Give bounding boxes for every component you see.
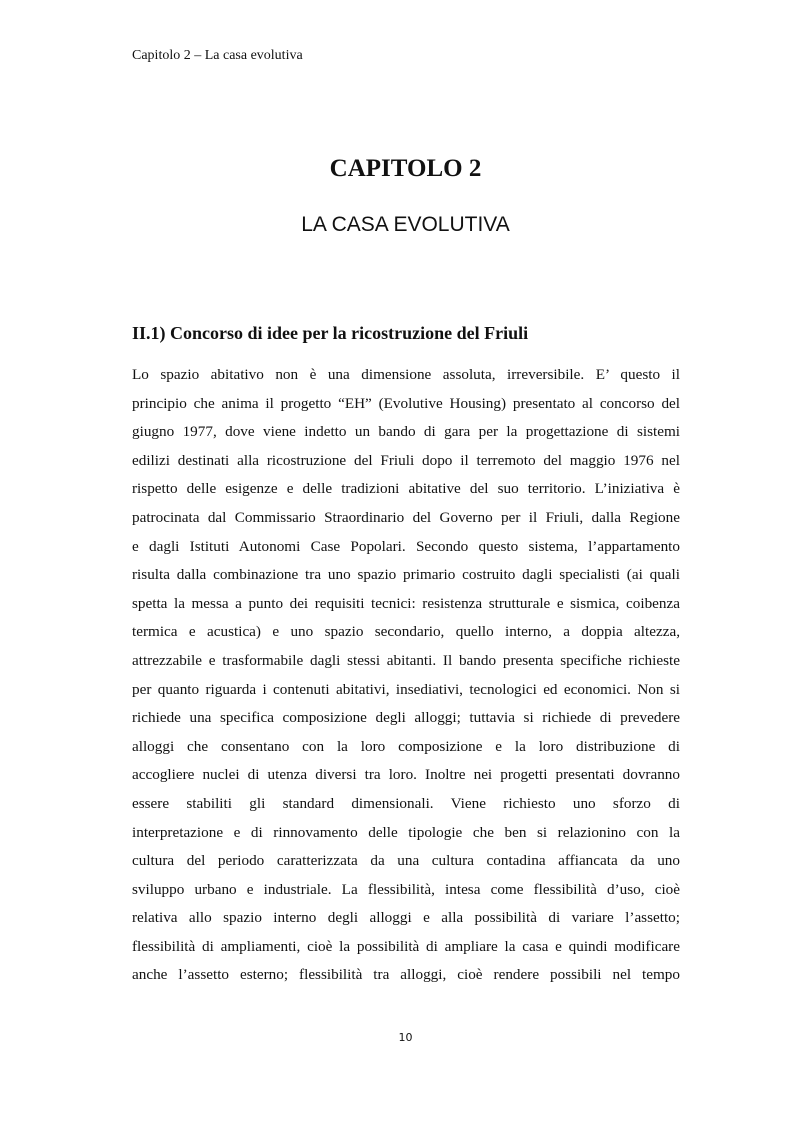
paragraph-line: risulta dalla combinazione tra uno spazio primario costruito dagli specialisti (ai quali: [132, 566, 680, 584]
paragraph-line: cultura del periodo caratterizzata da una cultura contadina affiancata da uno: [132, 852, 680, 870]
paragraph-line: interpretazione e di rinnovamento delle tipologie che ben si relazionino con la: [132, 823, 680, 841]
paragraph-line: attrezzabile e trasformabile dagli stessi abitanti. Il bando presenta specifiche richieste: [132, 651, 680, 669]
paragraph-line: giugno 1977, dove viene indetto un bando di gara per la progettazione di sistemi: [132, 423, 680, 441]
paragraph-line: per quanto riguarda i contenuti abitativi, insediativi, tecnologici ed economici. Non si: [132, 680, 680, 698]
paragraph-line: richiede una specifica composizione degli alloggi; tuttavia si richiede di prevedere: [132, 709, 680, 727]
paragraph-line: accogliere nuclei di utenza diversi tra loro. Inoltre nei progetti presentati dovranno: [132, 766, 680, 784]
paragraph-line: edilizi destinati alla ricostruzione del Friuli dopo il terremoto del maggio 1976 nel: [132, 451, 680, 469]
paragraph-line: sviluppo urbano e industriale. La flessibilità, intesa come flessibilità d’uso, cioè: [132, 880, 680, 898]
paragraph-line: e dagli Istituti Autonomi Case Popolari. Secondo questo sistema, l’appartamento: [132, 537, 680, 555]
paragraph-line: patrocinata dal Commissario Straordinario del Governo per il Friuli, dalla Regione: [132, 508, 680, 526]
paragraph-line: flessibilità di ampliamenti, cioè la possibilità di ampliare la casa e quindi modificare: [132, 937, 680, 955]
paragraph-line: essere stabiliti gli standard dimensionali. Viene richiesto uno sforzo di: [132, 794, 680, 812]
paragraph-line: rispetto delle esigenze e delle tradizioni abitative del suo territorio. L’iniziativa è: [132, 480, 680, 498]
paragraph-line: anche l’assetto esterno; flessibilità tra alloggi, cioè rendere possibili nel tempo: [132, 966, 680, 984]
body-paragraph: [132, 361, 680, 990]
paragraph-line: alloggi che consentano con la loro composizione e la loro distribuzione di: [132, 737, 680, 755]
paragraph-line: relativa allo spazio interno degli alloggi e alla possibilità di variare l’assetto;: [132, 909, 680, 927]
paragraph-line: Lo spazio abitativo non è una dimensione assoluta, irreversibile. E’ questo il: [132, 366, 680, 383]
paragraph-line: termica e acustica) e uno spazio secondario, quello interno, a doppia altezza,: [132, 623, 680, 641]
page-number: 10: [398, 1031, 413, 1044]
running-header: Capitolo 2 – La casa evolutiva: [132, 48, 303, 63]
chapter-title: LA CASA EVOLUTIVA: [301, 213, 510, 236]
paragraph-line: principio che anima il progetto “EH” (Evolutive Housing) presentato al concorso del: [132, 394, 680, 412]
paragraph-line: spetta la messa a punto dei requisiti tecnici: resistenza strutturale e sismica, coibenza: [132, 594, 680, 612]
chapter-number: CAPITOLO 2: [329, 155, 482, 182]
section-heading: II.1) Concorso di idee per la ricostruzione del Friuli: [132, 323, 529, 343]
